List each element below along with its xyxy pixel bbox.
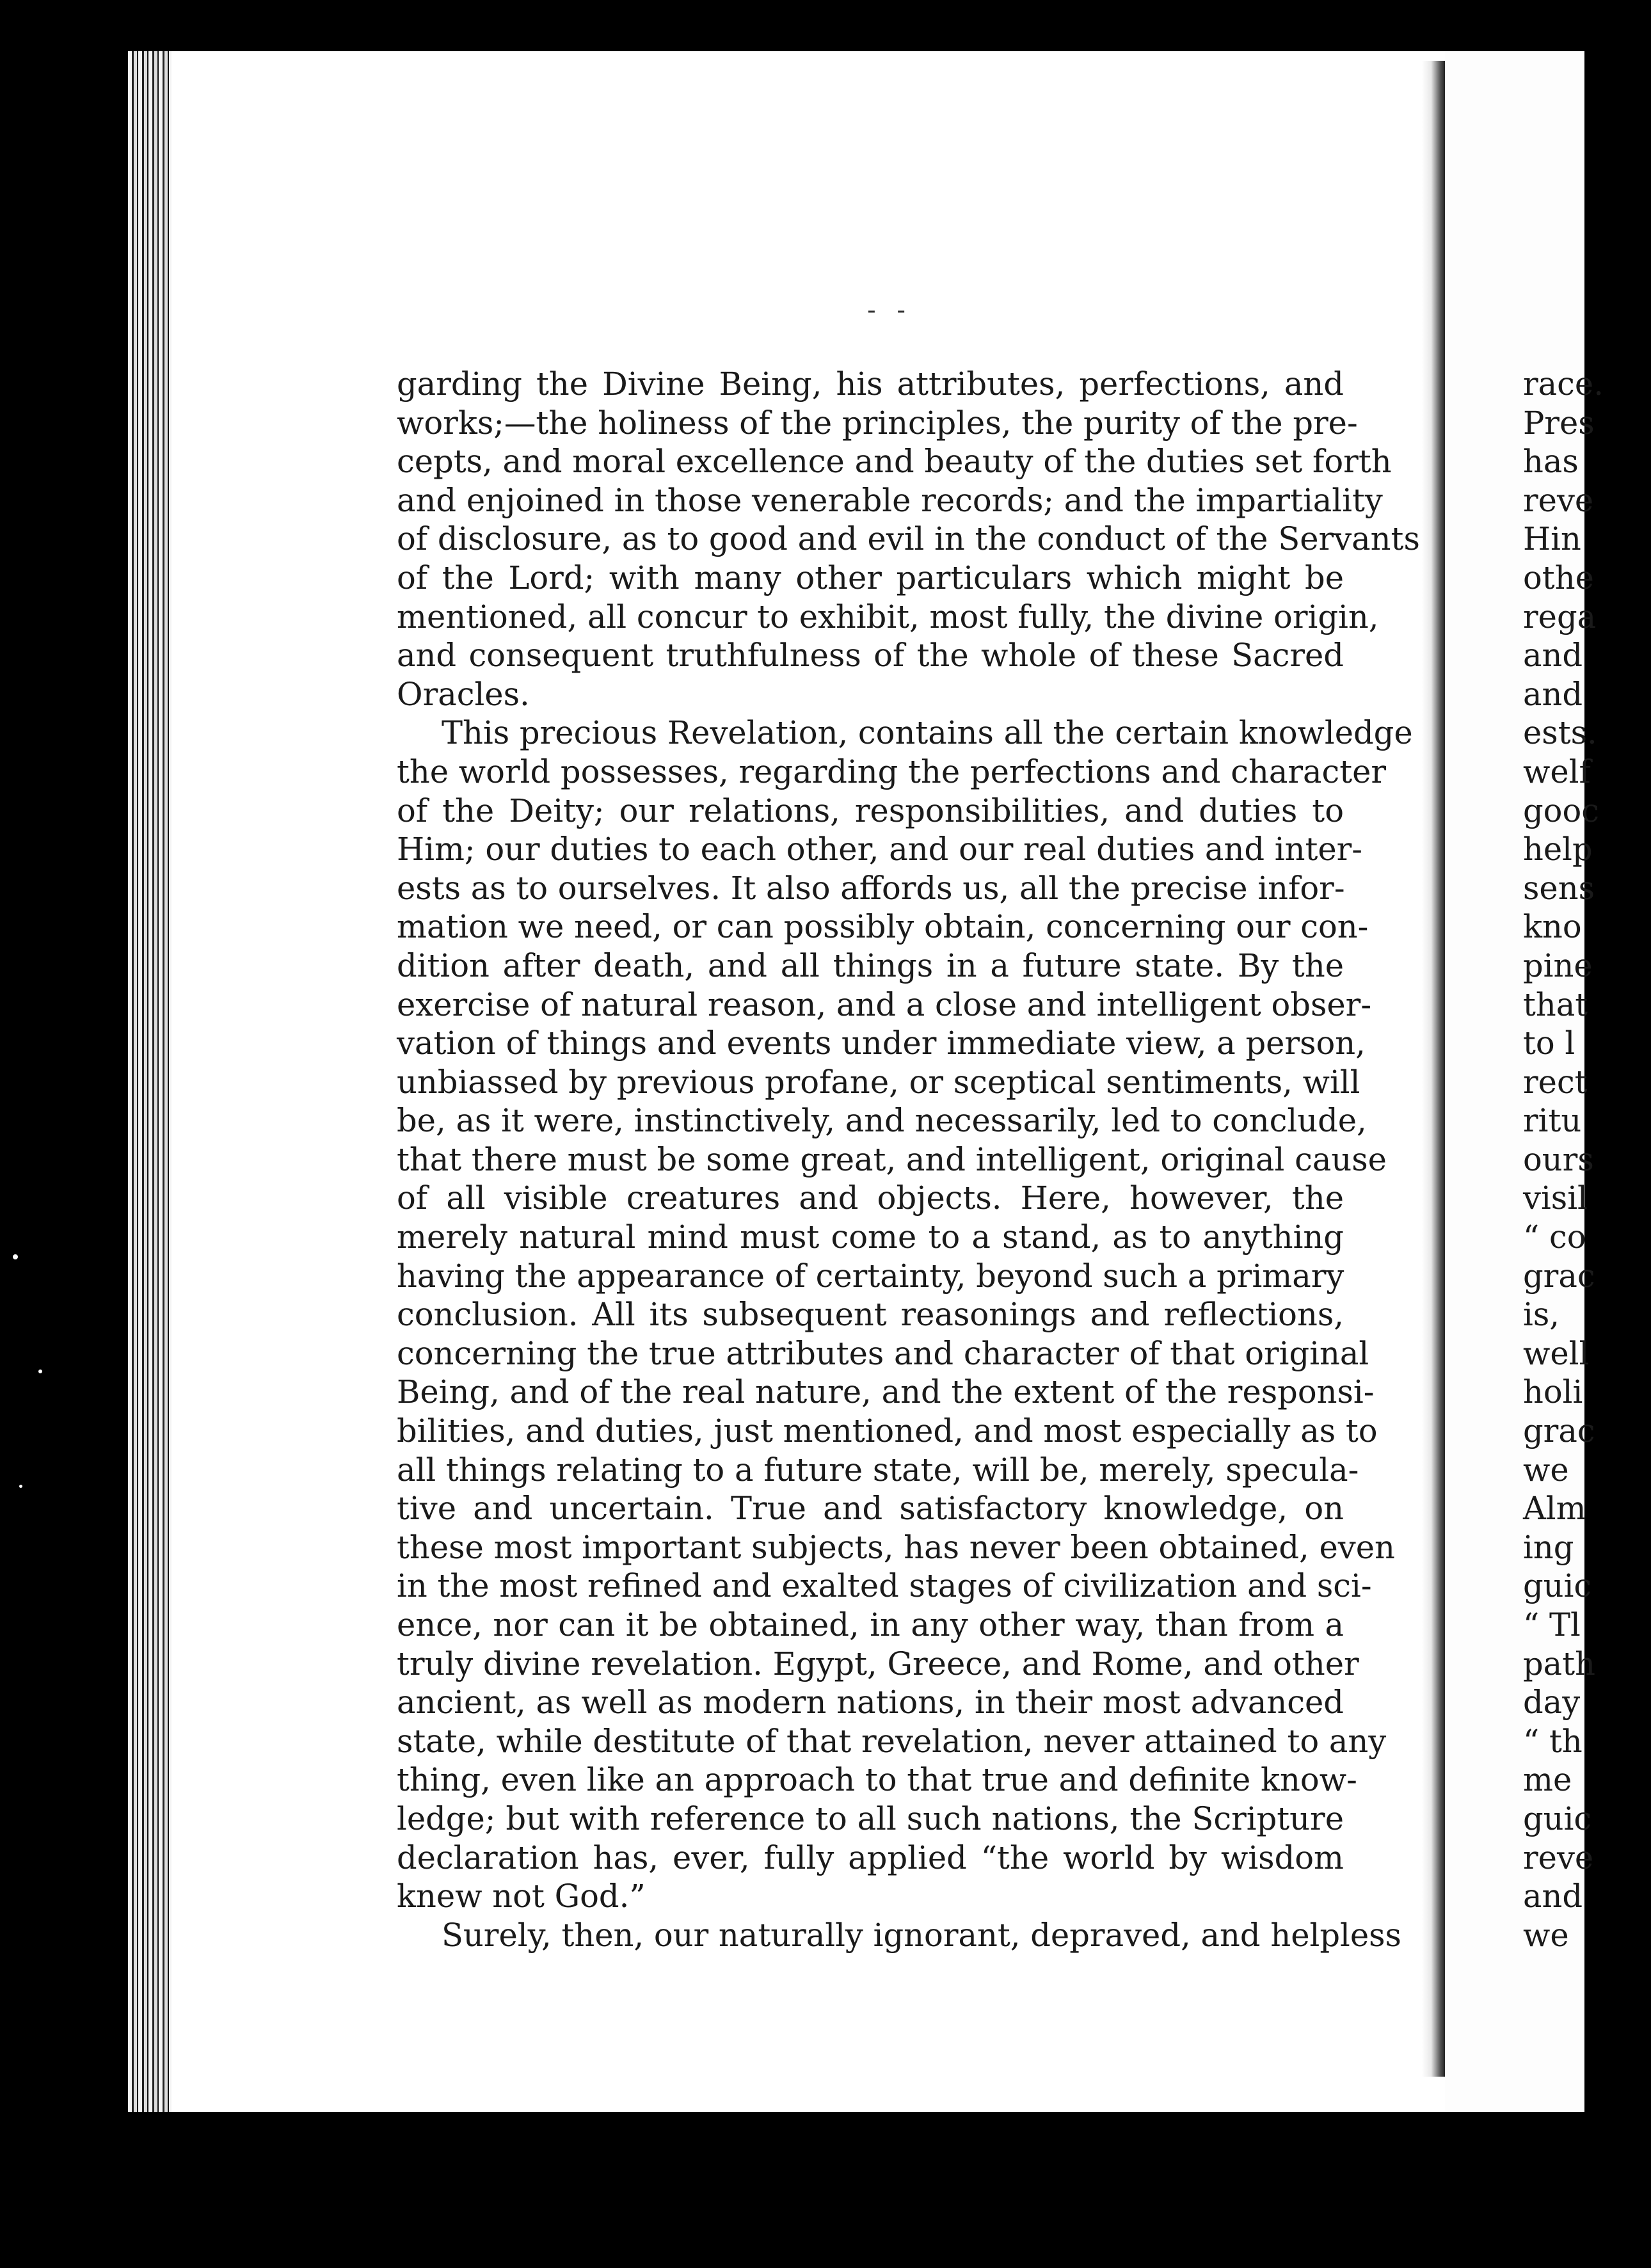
scan-speck	[19, 1485, 22, 1488]
facing-text-line: gooc	[1523, 792, 1600, 829]
text-line: and enjoined in those venerable records; and the impartiality	[397, 481, 1383, 519]
book-page-edges	[128, 51, 173, 2112]
facing-text-line: path	[1523, 1645, 1595, 1682]
text-line: works;—the holiness of the principles, the purity of the pre-	[397, 404, 1358, 442]
facing-text-line: holi	[1523, 1373, 1583, 1411]
facing-text-line: rega	[1523, 598, 1597, 635]
text-line: ence, nor can it be obtained, in any other way, than from a	[397, 1606, 1344, 1643]
text-line: declaration has, ever, fully applied “the world by wisdom	[397, 1839, 1344, 1876]
facing-text-line: me	[1523, 1761, 1572, 1799]
facing-text-line: well	[1523, 1334, 1590, 1372]
text-line: of all visible creatures and objects. Here, however, the	[397, 1179, 1344, 1217]
text-line: unbiassed by previous profane, or sceptical sentiments, will	[397, 1063, 1360, 1101]
body-text	[397, 365, 1420, 1954]
facing-text-line: othe	[1523, 559, 1594, 596]
text-line: and consequent truthfulness of the whole of these Sacred	[397, 637, 1344, 675]
text-line: dition after death, and all things in a future state. By the	[397, 946, 1344, 984]
facing-text-line: reve	[1523, 1839, 1594, 1876]
text-line: truly divine revelation. Egypt, Greece, and Rome, and other	[397, 1645, 1359, 1682]
facing-text-line: and	[1523, 1878, 1583, 1915]
text-line: having the appearance of certainty, beyond such a primary	[397, 1257, 1344, 1295]
text-line: be, as it were, instinctively, and necessarily, led to conclude,	[397, 1102, 1367, 1140]
scan-speck	[38, 1370, 42, 1373]
text-line: all things relating to a future state, will be, merely, specula-	[397, 1451, 1359, 1489]
text-line: vation of things and events under immediate view, a person,	[397, 1025, 1366, 1062]
text-line: ancient, as well as modern nations, in their most advanced	[397, 1684, 1344, 1721]
text-line: that there must be some great, and intelligent, original cause	[397, 1140, 1387, 1178]
facing-text-line: reve	[1523, 481, 1594, 519]
text-line: exercise of natural reason, and a close and intelligent obser-	[397, 986, 1372, 1023]
text-line: state, while destitute of that revelation, never attained to any	[397, 1722, 1387, 1760]
text-line: tive and uncertain. True and satisfactory knowledge, on	[397, 1490, 1344, 1528]
facing-text-line: race.	[1523, 365, 1604, 403]
facing-text-line: to l	[1523, 1025, 1575, 1062]
text-line: ests as to ourselves. It also affords us, all the precise infor-	[397, 869, 1345, 907]
text-line: bilities, and duties, just mentioned, and most especially as to	[397, 1412, 1378, 1450]
text-line: mentioned, all concur to exhibit, most fully, the divine origin,	[397, 598, 1379, 635]
facing-text-line: guic	[1523, 1800, 1592, 1837]
facing-text-line: and	[1523, 675, 1583, 713]
facing-text-line: ritu	[1523, 1102, 1582, 1140]
facing-text-line: and	[1523, 637, 1583, 675]
facing-text-line: welf	[1523, 753, 1591, 790]
text-line: of the Deity; our relations, responsibilities, and duties to	[397, 792, 1344, 829]
facing-text-line: day	[1523, 1684, 1581, 1721]
text-line: cepts, and moral excellence and beauty of the duties set forth	[397, 443, 1392, 481]
facing-text-line: “ co	[1523, 1218, 1586, 1256]
page-gutter-shadow	[1422, 61, 1445, 2077]
text-line: these most important subjects, has never been obtained, even	[397, 1528, 1395, 1566]
facing-text-line: grac	[1523, 1257, 1595, 1295]
scan-speck	[13, 1254, 18, 1259]
folio-mark: - -	[867, 296, 912, 325]
facing-text-line: Pres	[1523, 404, 1595, 442]
text-line: ledge; but with reference to all such nations, the Scripture	[397, 1800, 1344, 1837]
text-line: of the Lord; with many other particulars which might be	[397, 559, 1344, 596]
text-line: mation we need, or can possibly obtain, concerning our con-	[397, 908, 1369, 946]
facing-text-line: we	[1523, 1916, 1569, 1954]
text-line: Being, and of the real nature, and the extent of the responsi-	[397, 1373, 1375, 1411]
text-line: thing, even like an approach to that true and definite know-	[397, 1761, 1357, 1799]
facing-text-line: that	[1523, 986, 1588, 1023]
facing-text-line: has	[1523, 443, 1579, 481]
text-line: in the most refined and exalted stages of civilization and sci-	[397, 1567, 1372, 1605]
text-line: concerning the true attributes and character of that original	[397, 1334, 1369, 1372]
facing-text-line: rect	[1523, 1063, 1588, 1101]
facing-text-line: “ Tl	[1523, 1606, 1581, 1643]
text-line: Surely, then, our naturally ignorant, depraved, and helpless	[442, 1916, 1401, 1954]
facing-text-line: kno	[1523, 908, 1582, 946]
text-line: This precious Revelation, contains all the certain knowledge	[442, 714, 1413, 752]
text-line: conclusion. All its subsequent reasonings and reflections,	[397, 1296, 1344, 1334]
facing-text-line: grac	[1523, 1412, 1595, 1450]
facing-text-line: ing	[1523, 1528, 1574, 1566]
facing-text-line: Hin	[1523, 520, 1581, 558]
facing-text-line: help	[1523, 831, 1593, 868]
facing-text-line: is,	[1523, 1296, 1559, 1334]
facing-text-line: visil	[1523, 1179, 1588, 1217]
facing-text-line: sens	[1523, 869, 1595, 907]
facing-text-line: ests.	[1523, 714, 1597, 752]
text-line: Him; our duties to each other, and our real duties and inter-	[397, 831, 1363, 868]
facing-text-line: pine	[1523, 946, 1593, 984]
facing-text-line: “ th	[1523, 1722, 1583, 1760]
text-line: garding the Divine Being, his attributes, perfections, and	[397, 365, 1344, 403]
facing-text-line: Alm	[1523, 1490, 1586, 1528]
text-line: Oracles.	[397, 675, 530, 713]
text-line: merely natural mind must come to a stand, as to anything	[397, 1218, 1344, 1256]
facing-page-text	[1523, 365, 1651, 1954]
facing-text-line: we	[1523, 1451, 1569, 1489]
facing-text-line: ours	[1523, 1140, 1594, 1178]
text-line: the world possesses, regarding the perfections and character	[397, 753, 1387, 790]
text-line: of disclosure, as to good and evil in the conduct of the Servants	[397, 520, 1420, 558]
facing-text-line: guic	[1523, 1567, 1592, 1605]
text-line: knew not God.”	[397, 1878, 646, 1915]
